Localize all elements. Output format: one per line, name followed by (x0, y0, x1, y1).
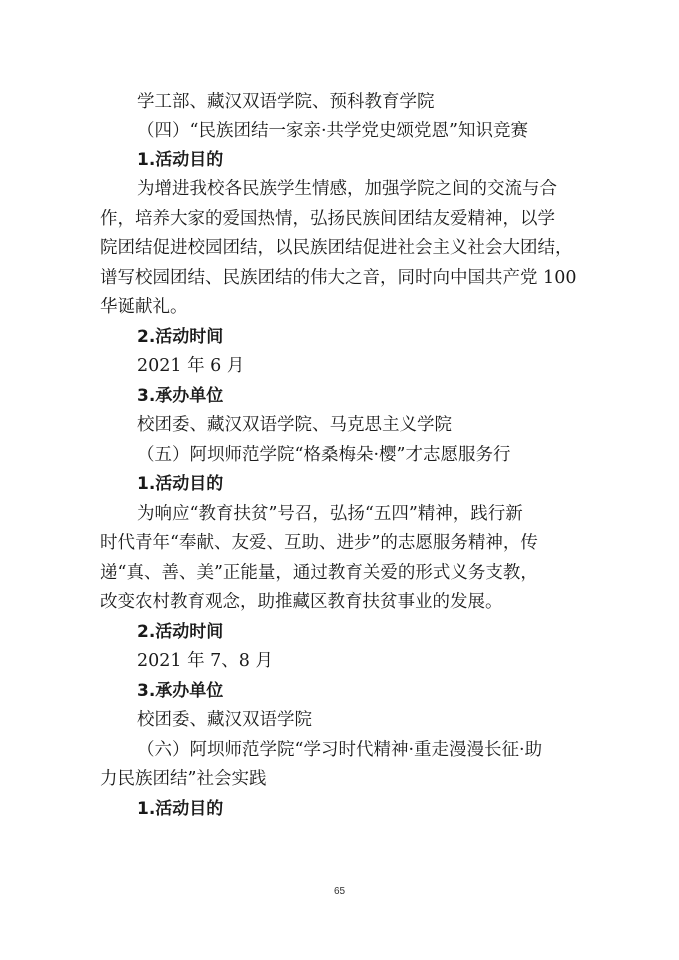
subheading-purpose: 1.活动目的 (137, 150, 224, 170)
page-number: 65 (333, 886, 346, 897)
text-line-organizers: 校团委、藏汉双语学院 (137, 710, 312, 730)
paragraph-line: 时代青年“奉献、友爱、互助、进步”的志愿服务精神，传 (100, 533, 538, 553)
subheading-time: 2.活动时间 (137, 622, 224, 642)
text-line-organizers: 校团委、藏汉双语学院、马克思主义学院 (137, 415, 452, 435)
paragraph-line: 为增进我校各民族学生情感，加强学院之间的交流与合 (137, 179, 557, 199)
section-heading-4: （四）“民族团结一家亲·共学党史颂党恩”知识竞赛 (137, 121, 528, 141)
text-line-date: 2021 年 7、8 月 (137, 651, 273, 671)
subheading-time: 2.活动时间 (137, 327, 224, 347)
section-heading-6-cont: 力民族团结”社会实践 (100, 769, 267, 789)
section-heading-6: （六）阿坝师范学院“学习时代精神·重走漫漫长征·助 (137, 740, 543, 760)
subheading-purpose: 1.活动目的 (137, 474, 224, 494)
paragraph-line: 作，培养大家的爱国热情，弘扬民族间团结友爱精神，以学 (100, 209, 555, 229)
paragraph-line: 院团结促进校园团结，以民族团结促进社会主义社会大团结， (100, 238, 573, 258)
subheading-organizer: 3.承办单位 (137, 386, 224, 406)
subheading-organizer: 3.承办单位 (137, 681, 224, 701)
text-line-date: 2021 年 6 月 (137, 356, 245, 376)
subheading-purpose: 1.活动目的 (137, 799, 224, 819)
paragraph-line: 改变农村教育观念，助推藏区教育扶贫事业的发展。 (100, 592, 503, 612)
paragraph-line: 递“真、善、美”正能量，通过教育关爱的形式义务支教， (100, 563, 538, 583)
paragraph-line: 为响应“教育扶贫”号召，弘扬“五四”精神，践行新 (137, 504, 523, 524)
paragraph-line: 华诞献礼。 (100, 297, 188, 317)
paragraph-line: 谱写校园团结、民族团结的伟大之音，同时向中国共产党 100 (100, 268, 577, 288)
section-heading-5: （五）阿坝师范学院“格桑梅朵·樱”才志愿服务行 (137, 445, 511, 465)
text-line-organizers-4: 学工部、藏汉双语学院、预科教育学院 (137, 92, 435, 112)
